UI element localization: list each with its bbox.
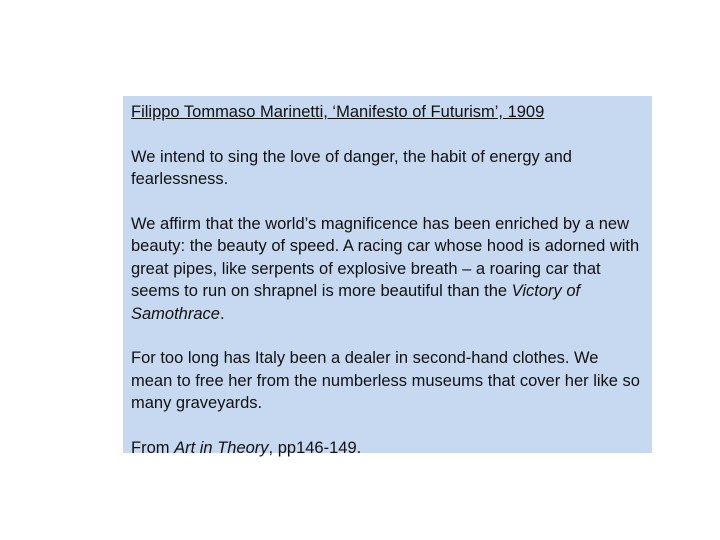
quote-paragraph-3: For too long has Italy been a dealer in second-hand clothes. We mean to free her from the numberless museums that cover her like so many graveyards. [131,349,640,412]
artwork-title: Victory of Samothrace [131,282,581,323]
quote-paragraph-2-text: We affirm that the world’s magnificence has been enriched by a new beauty: the beauty of speed. A racing car whose hood is adorned with great pipes, like serpents of explosive breath – a roaring car that seems to run on shrapnel is more beautiful than the [131,214,640,300]
source-pages: , pp146-149. [268,438,362,457]
quote-paragraph-1: We intend to sing the love of danger, the habit of energy and fearlessness. [131,147,572,188]
source-prefix: From [131,438,175,457]
quote-paragraph-2-end: . [219,304,225,323]
source-citation [131,437,644,460]
quote-paragraph-2 [131,213,644,326]
citation-heading: Filippo Tommaso Marinetti, ‘Manifesto of Futurism’, 1909 [131,103,545,121]
source-book-title: Art in Theory [174,438,269,457]
quote-box [123,96,652,457]
